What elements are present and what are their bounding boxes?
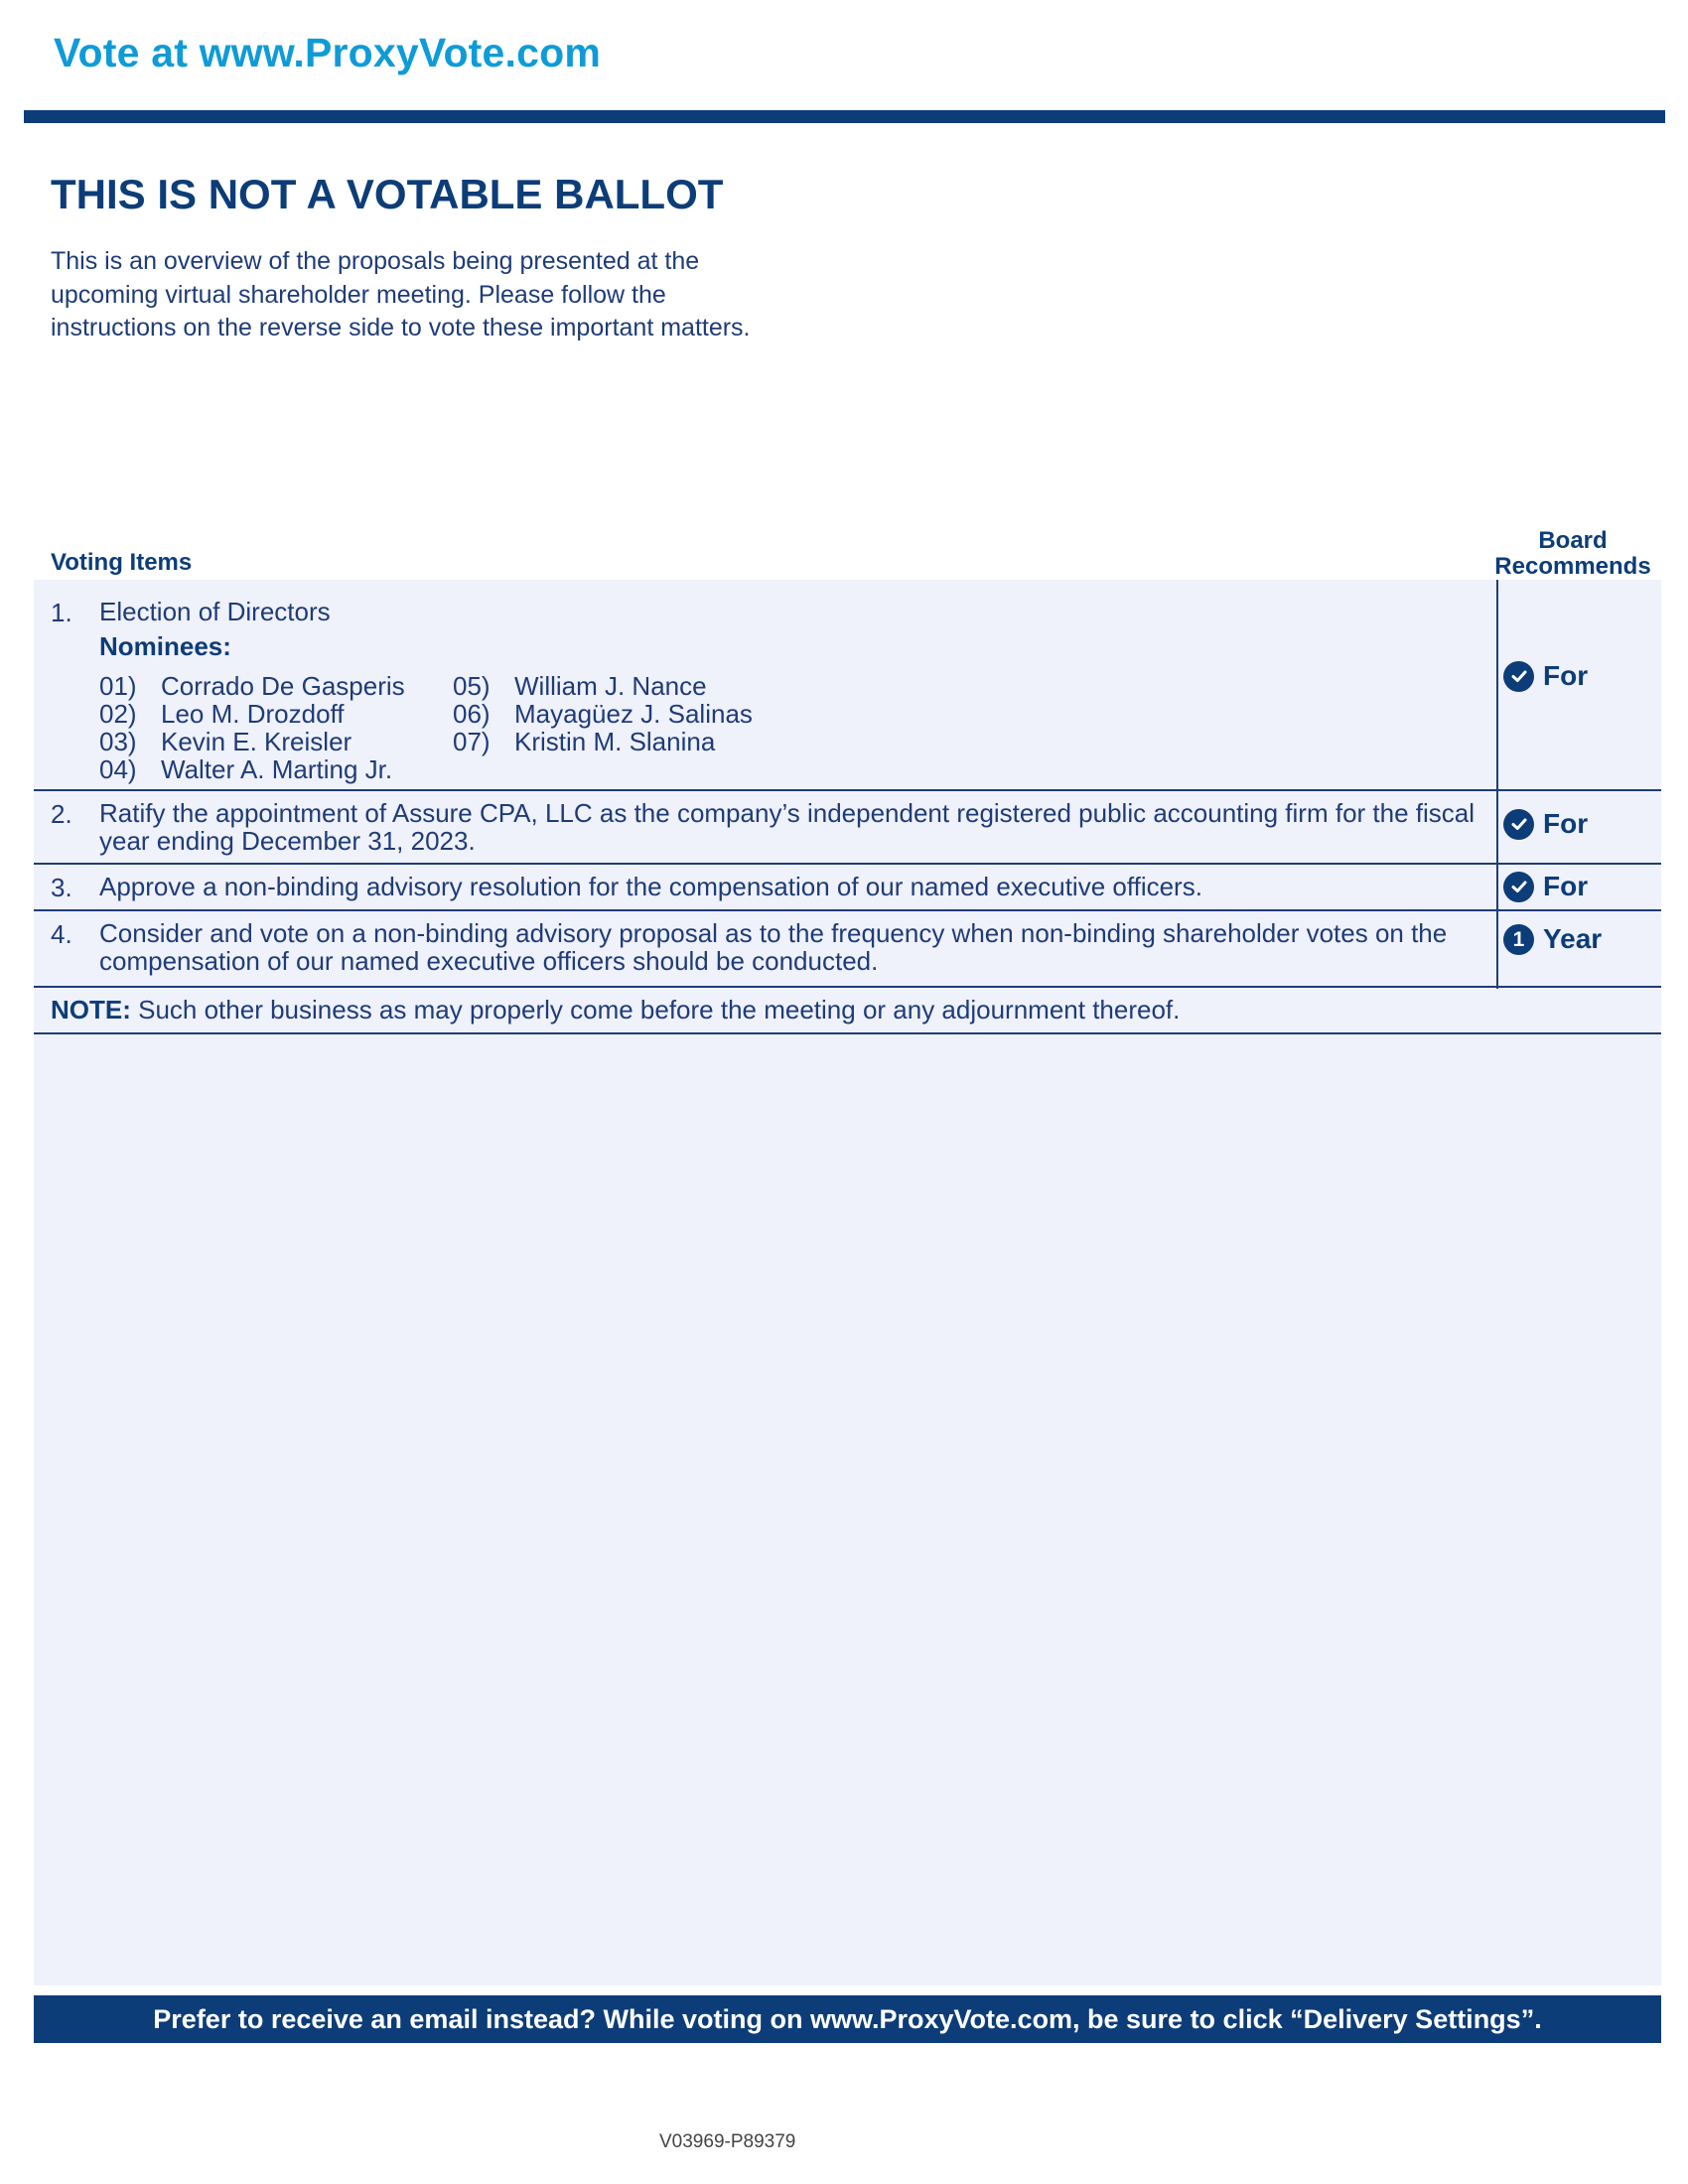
nominee-name: Mayagüez J. Salinas xyxy=(514,699,753,729)
nominee-02 xyxy=(99,699,345,730)
board-header-line2: Recommends xyxy=(1494,553,1651,580)
nominee-number: 03) xyxy=(99,727,137,756)
item-1-recommendation xyxy=(1503,660,1588,692)
board-header-line1: Board xyxy=(1538,527,1608,554)
nominee-name: Leo M. Drozdoff xyxy=(161,699,345,729)
item-4-recommendation xyxy=(1503,923,1602,955)
note-line xyxy=(51,995,1180,1025)
check-circle-icon xyxy=(1503,872,1534,902)
voting-items-header: Voting Items xyxy=(51,549,193,576)
note-label: NOTE: xyxy=(51,995,131,1024)
check-circle-icon xyxy=(1503,661,1534,692)
number-one-circle-icon xyxy=(1503,924,1534,955)
nominee-04 xyxy=(99,754,392,785)
nominee-03 xyxy=(99,727,352,757)
item-3-text: Approve a non-binding advisory resolution for the compensation of our named executive officers. xyxy=(99,872,1202,901)
nominee-number: 01) xyxy=(99,671,137,701)
badge-number: 1 xyxy=(1512,927,1525,951)
item-4-text: Consider and vote on a non-binding advisory proposal as to the frequency when non-binding shareholder votes on the compensation of our named executive officers should be conducted. xyxy=(99,918,1448,976)
row-divider xyxy=(34,909,1661,911)
item-2-number: 2. xyxy=(51,799,72,829)
nominee-01 xyxy=(99,671,405,702)
board-recommends-header xyxy=(1493,528,1652,580)
footer-message: Prefer to receive an email instead? While voting on www.ProxyVote.com, be sure to click “Delivery Settings”. xyxy=(153,2003,1542,2034)
nominees-label: Nominees: xyxy=(99,631,231,661)
footer-email-banner xyxy=(34,1995,1661,2043)
recommend-column-divider xyxy=(1496,580,1498,989)
recommendation-label: Year xyxy=(1543,923,1603,954)
nominee-name: Walter A. Marting Jr. xyxy=(161,754,393,784)
nominee-name: William J. Nance xyxy=(514,671,707,701)
item-4-number: 4. xyxy=(51,919,72,949)
item-2-recommendation xyxy=(1503,808,1588,840)
item-2-text: Ratify the appointment of Assure CPA, LLC as the company’s independent registered public accounting firm for the fiscal year ending December 31, 2023. xyxy=(99,798,1476,856)
item-1-number: 1. xyxy=(51,598,72,627)
nominee-06 xyxy=(453,699,753,730)
row-divider xyxy=(34,1032,1661,1034)
item-3-recommendation xyxy=(1503,871,1588,902)
check-circle-icon xyxy=(1503,809,1534,840)
item-1-text: Election of Directors xyxy=(99,597,331,626)
nominee-name: Kristin M. Slanina xyxy=(514,727,716,756)
nominee-number: 06) xyxy=(453,699,491,729)
item-3-number: 3. xyxy=(51,873,72,902)
recommendation-label: For xyxy=(1543,808,1589,839)
nominee-number: 04) xyxy=(99,754,137,784)
nominee-number: 07) xyxy=(453,727,491,756)
row-divider xyxy=(34,863,1661,865)
nominee-05 xyxy=(453,671,707,702)
recommendation-label: For xyxy=(1543,660,1589,691)
nominee-name: Kevin E. Kreisler xyxy=(161,727,352,756)
header-title: Vote at www.ProxyVote.com xyxy=(54,30,602,75)
nominee-number: 02) xyxy=(99,699,137,729)
document-code: V03969-P89379 xyxy=(659,2131,796,2152)
header-rule xyxy=(24,110,1665,123)
nominee-name: Corrado De Gasperis xyxy=(161,671,405,701)
ballot-title: THIS IS NOT A VOTABLE BALLOT xyxy=(51,171,724,217)
ballot-overview: This is an overview of the proposals being presented at the upcoming virtual shareholder meeting. Please follow the instructions on the reverse side to vote these important matters. xyxy=(51,247,751,341)
nominee-number: 05) xyxy=(453,671,491,701)
row-divider xyxy=(34,789,1661,791)
nominee-07 xyxy=(453,727,715,757)
recommendation-label: For xyxy=(1543,871,1589,901)
row-divider xyxy=(34,986,1661,988)
note-text: Such other business as may properly come before the meeting or any adjournment thereof. xyxy=(130,995,1181,1024)
